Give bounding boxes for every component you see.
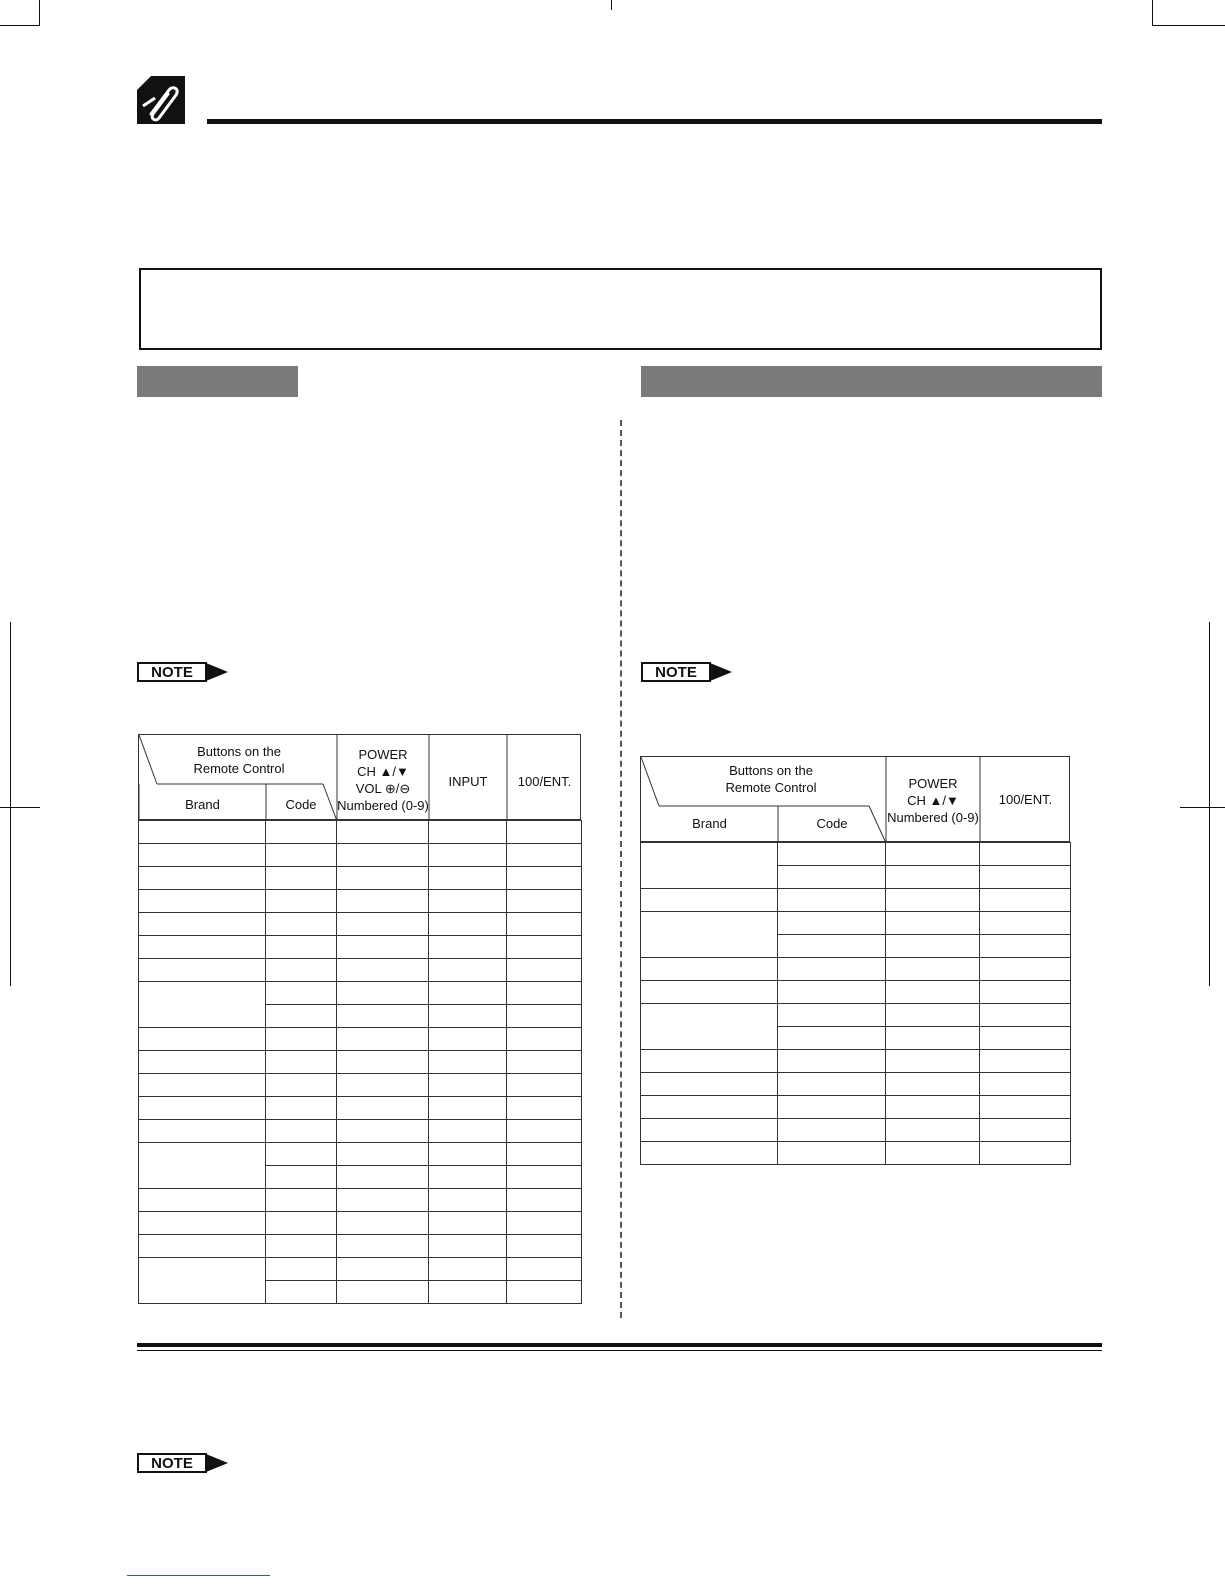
value-cell	[429, 913, 507, 936]
table-row	[641, 1073, 1071, 1096]
right-header-ent: 100/ENT.	[998, 792, 1053, 807]
value-cell	[507, 959, 582, 982]
value-cell	[980, 1119, 1071, 1142]
value-cell	[778, 1073, 886, 1096]
value-cell	[266, 844, 337, 867]
value-cell	[886, 1142, 980, 1165]
value-cell	[778, 1096, 886, 1119]
right-header-buttons-line1: Buttons on the	[729, 763, 813, 778]
table-row	[641, 889, 1071, 912]
right-header-buttons-line2: Remote Control	[725, 780, 817, 795]
value-cell	[507, 1143, 582, 1166]
value-cell	[337, 982, 429, 1005]
table-row	[139, 936, 582, 959]
brand-cell	[139, 936, 266, 959]
table-row	[641, 1096, 1071, 1119]
value-cell	[337, 1074, 429, 1097]
value-cell	[980, 912, 1071, 935]
value-cell	[886, 1096, 980, 1119]
info-box	[139, 268, 1102, 350]
value-cell	[980, 1142, 1071, 1165]
brand-cell	[641, 981, 778, 1004]
brand-cell	[139, 1097, 266, 1120]
value-cell	[266, 1005, 337, 1028]
value-cell	[429, 1281, 507, 1304]
value-cell	[886, 981, 980, 1004]
value-cell	[980, 1050, 1071, 1073]
value-cell	[266, 982, 337, 1005]
value-cell	[980, 1027, 1071, 1050]
table-row	[139, 1028, 582, 1051]
value-cell	[980, 843, 1071, 866]
value-cell	[266, 1051, 337, 1074]
value-cell	[980, 866, 1071, 889]
table-row	[641, 1050, 1071, 1073]
value-cell	[337, 1143, 429, 1166]
note-badge-left	[137, 662, 229, 682]
value-cell	[886, 912, 980, 935]
brand-cell	[139, 867, 266, 890]
table-row	[139, 1074, 582, 1097]
value-cell	[337, 1258, 429, 1281]
left-header-code: Code	[285, 797, 317, 812]
left-header-power-line3: VOL ⊕/⊖	[355, 781, 411, 796]
value-cell	[886, 958, 980, 981]
table-row	[139, 1212, 582, 1235]
crop-mark-right-horizontal	[1180, 807, 1225, 808]
value-cell	[429, 821, 507, 844]
table-row	[139, 1120, 582, 1143]
value-cell	[507, 1051, 582, 1074]
value-cell	[266, 1189, 337, 1212]
svg-text:NOTE: NOTE	[151, 664, 193, 681]
note-badge-bottom	[137, 1453, 229, 1473]
value-cell	[980, 889, 1071, 912]
value-cell	[429, 1028, 507, 1051]
value-cell	[266, 1028, 337, 1051]
brand-cell	[139, 982, 266, 1028]
value-cell	[507, 1005, 582, 1028]
value-cell	[429, 982, 507, 1005]
brand-cell	[139, 959, 266, 982]
value-cell	[507, 821, 582, 844]
value-cell	[886, 1073, 980, 1096]
table-row	[139, 1097, 582, 1120]
left-table-rows	[138, 820, 582, 1304]
value-cell	[507, 1097, 582, 1120]
table-row	[139, 913, 582, 936]
table-row	[139, 890, 582, 913]
value-cell	[886, 866, 980, 889]
value-cell	[886, 1027, 980, 1050]
bottom-rule-thick	[137, 1343, 1102, 1347]
column-divider	[620, 420, 622, 1318]
value-cell	[507, 1281, 582, 1304]
value-cell	[337, 844, 429, 867]
value-cell	[507, 867, 582, 890]
value-cell	[337, 1097, 429, 1120]
crop-mark-top-center	[611, 0, 612, 10]
value-cell	[429, 1074, 507, 1097]
value-cell	[429, 844, 507, 867]
brand-cell	[641, 1096, 778, 1119]
value-cell	[778, 1004, 886, 1027]
value-cell	[507, 890, 582, 913]
value-cell	[266, 821, 337, 844]
right-table-body	[640, 842, 1070, 1165]
brand-cell	[139, 1120, 266, 1143]
value-cell	[429, 1235, 507, 1258]
value-cell	[266, 1120, 337, 1143]
brand-cell	[139, 913, 266, 936]
value-cell	[980, 1073, 1071, 1096]
value-cell	[429, 890, 507, 913]
value-cell	[266, 1235, 337, 1258]
table-row	[139, 821, 582, 844]
value-cell	[507, 1074, 582, 1097]
right-header-power-line2: CH ▲/▼	[907, 793, 959, 808]
value-cell	[429, 1051, 507, 1074]
left-table-body	[138, 820, 581, 1304]
left-table-header	[138, 734, 581, 820]
left-header-power	[337, 746, 429, 814]
value-cell	[337, 1051, 429, 1074]
table-row	[139, 1258, 582, 1281]
brand-cell	[139, 1258, 266, 1304]
right-header-power	[886, 775, 980, 826]
value-cell	[266, 1166, 337, 1189]
value-cell	[778, 1050, 886, 1073]
value-cell	[886, 1050, 980, 1073]
right-header-code: Code	[816, 816, 848, 831]
value-cell	[337, 959, 429, 982]
value-cell	[266, 913, 337, 936]
svg-text:NOTE: NOTE	[151, 1455, 193, 1472]
value-cell	[507, 1235, 582, 1258]
value-cell	[337, 890, 429, 913]
value-cell	[507, 913, 582, 936]
left-header-input: INPUT	[448, 774, 488, 789]
value-cell	[337, 913, 429, 936]
table-row	[139, 1189, 582, 1212]
table-row	[641, 843, 1071, 866]
left-header-power-line1: POWER	[358, 747, 408, 762]
value-cell	[778, 912, 886, 935]
table-row	[641, 958, 1071, 981]
brand-cell	[139, 1051, 266, 1074]
value-cell	[337, 1189, 429, 1212]
value-cell	[429, 1258, 507, 1281]
table-row	[139, 1051, 582, 1074]
value-cell	[337, 867, 429, 890]
value-cell	[778, 958, 886, 981]
value-cell	[886, 1119, 980, 1142]
value-cell	[266, 1281, 337, 1304]
value-cell	[507, 936, 582, 959]
value-cell	[778, 1119, 886, 1142]
value-cell	[337, 821, 429, 844]
value-cell	[980, 1004, 1071, 1027]
value-cell	[337, 1212, 429, 1235]
value-cell	[980, 981, 1071, 1004]
value-cell	[266, 1074, 337, 1097]
brand-cell	[139, 1189, 266, 1212]
value-cell	[337, 936, 429, 959]
table-row	[641, 1142, 1071, 1165]
value-cell	[429, 867, 507, 890]
value-cell	[507, 982, 582, 1005]
brand-cell	[641, 889, 778, 912]
brand-cell	[139, 1074, 266, 1097]
crop-mark-left-horizontal	[0, 807, 40, 808]
value-cell	[337, 1005, 429, 1028]
table-row	[641, 1004, 1071, 1027]
right-header-buttons-label	[686, 762, 856, 796]
section-bar-right	[641, 366, 1102, 397]
paperclip-icon	[137, 76, 185, 124]
value-cell	[886, 1004, 980, 1027]
value-cell	[778, 866, 886, 889]
value-cell	[337, 1120, 429, 1143]
value-cell	[429, 1212, 507, 1235]
bottom-rule-thin	[137, 1350, 1102, 1351]
value-cell	[778, 981, 886, 1004]
brand-cell	[641, 1050, 778, 1073]
value-cell	[778, 889, 886, 912]
brand-cell	[139, 821, 266, 844]
brand-cell	[139, 1212, 266, 1235]
value-cell	[507, 844, 582, 867]
section-bar-left	[137, 366, 298, 397]
value-cell	[507, 1189, 582, 1212]
value-cell	[507, 1120, 582, 1143]
brand-cell	[641, 1119, 778, 1142]
table-row	[139, 844, 582, 867]
footer-underline	[127, 1575, 270, 1576]
value-cell	[429, 1097, 507, 1120]
table-row	[641, 1119, 1071, 1142]
value-cell	[266, 1143, 337, 1166]
value-cell	[980, 958, 1071, 981]
value-cell	[429, 1189, 507, 1212]
left-header-buttons-line1: Buttons on the	[197, 744, 281, 759]
value-cell	[337, 1166, 429, 1189]
table-row	[139, 1235, 582, 1258]
left-header-ent: 100/ENT.	[517, 774, 572, 789]
left-header-power-line2: CH ▲/▼	[357, 764, 409, 779]
value-cell	[266, 1097, 337, 1120]
right-table-header	[640, 756, 1070, 842]
right-header-brand: Brand	[692, 816, 727, 831]
value-cell	[778, 843, 886, 866]
left-code-table	[138, 734, 581, 1319]
value-cell	[886, 935, 980, 958]
crop-box-top-right	[1152, 0, 1225, 26]
value-cell	[266, 1258, 337, 1281]
table-row	[139, 959, 582, 982]
value-cell	[337, 1235, 429, 1258]
left-header-buttons-label	[169, 743, 309, 777]
crop-mark-right-vertical	[1209, 622, 1210, 986]
value-cell	[429, 1005, 507, 1028]
value-cell	[507, 1258, 582, 1281]
right-code-table	[640, 756, 1070, 1171]
table-row	[139, 1143, 582, 1166]
value-cell	[337, 1281, 429, 1304]
left-header-power-line4: Numbered (0-9)	[337, 798, 429, 813]
value-cell	[429, 1166, 507, 1189]
value-cell	[429, 936, 507, 959]
value-cell	[507, 1166, 582, 1189]
value-cell	[778, 1142, 886, 1165]
crop-mark-left-vertical	[10, 622, 11, 986]
right-header-power-line1: POWER	[908, 776, 958, 791]
left-header-buttons-line2: Remote Control	[193, 761, 285, 776]
table-row	[641, 912, 1071, 935]
table-row	[641, 981, 1071, 1004]
brand-cell	[139, 844, 266, 867]
crop-box-top-left	[0, 0, 40, 26]
value-cell	[507, 1212, 582, 1235]
value-cell	[266, 890, 337, 913]
header-rule	[207, 119, 1102, 124]
value-cell	[266, 936, 337, 959]
brand-cell	[641, 1142, 778, 1165]
table-row	[139, 982, 582, 1005]
brand-cell	[641, 1004, 778, 1050]
value-cell	[886, 889, 980, 912]
brand-cell	[641, 1073, 778, 1096]
brand-cell	[139, 1143, 266, 1189]
right-header-power-line3: Numbered (0-9)	[887, 810, 979, 825]
value-cell	[429, 1143, 507, 1166]
value-cell	[778, 935, 886, 958]
note-badge-right	[641, 662, 733, 682]
brand-cell	[641, 958, 778, 981]
left-header-brand: Brand	[185, 797, 220, 812]
value-cell	[266, 959, 337, 982]
brand-cell	[139, 1028, 266, 1051]
value-cell	[507, 1028, 582, 1051]
svg-text:NOTE: NOTE	[655, 664, 697, 681]
value-cell	[337, 1028, 429, 1051]
value-cell	[429, 959, 507, 982]
brand-cell	[139, 890, 266, 913]
brand-cell	[641, 912, 778, 958]
brand-cell	[641, 843, 778, 889]
value-cell	[778, 1027, 886, 1050]
value-cell	[980, 1096, 1071, 1119]
value-cell	[266, 867, 337, 890]
value-cell	[980, 935, 1071, 958]
right-table-rows	[640, 842, 1071, 1165]
brand-cell	[139, 1235, 266, 1258]
table-row	[139, 867, 582, 890]
value-cell	[886, 843, 980, 866]
value-cell	[266, 1212, 337, 1235]
value-cell	[429, 1120, 507, 1143]
